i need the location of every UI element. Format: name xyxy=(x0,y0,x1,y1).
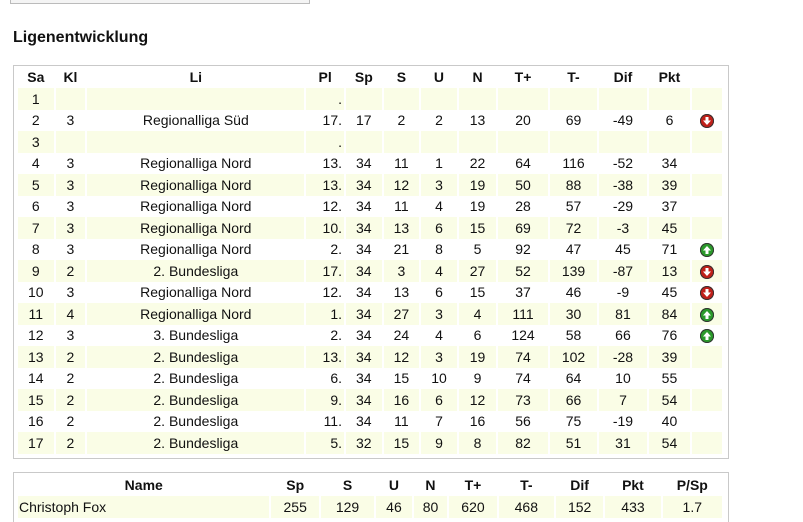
table-row xyxy=(18,88,722,110)
cell-wins: 13 xyxy=(393,284,410,301)
cell-draws: 6 xyxy=(421,217,457,239)
cell-goals-against: 116 xyxy=(562,155,585,172)
player-header-dif: Dif xyxy=(570,477,589,493)
cell-draws: 4 xyxy=(435,198,443,215)
cell-goals-against: 30 xyxy=(550,303,597,325)
cell-goals-against: 51 xyxy=(550,432,597,454)
player-header-row xyxy=(18,474,722,496)
player-tplus: 620 xyxy=(449,496,496,518)
cell-goals-against: 75 xyxy=(565,413,582,430)
cell-place: 17. xyxy=(306,260,344,282)
cell-trend xyxy=(692,260,722,282)
cell-class: 3 xyxy=(66,327,75,344)
cell-games: 34 xyxy=(356,155,372,172)
cell-draws: 8 xyxy=(435,241,443,258)
header-tplus: T+ xyxy=(514,69,532,85)
cell-goals-against xyxy=(550,131,597,153)
cell-goals-for: 28 xyxy=(515,198,531,215)
cell-points: 71 xyxy=(661,241,678,258)
cell-goals-for: 50 xyxy=(498,174,547,196)
cell-draws: 3 xyxy=(421,174,457,196)
cell-class: 3 xyxy=(66,112,75,129)
cell-season: 1 xyxy=(18,88,54,110)
player-header-psp: P/Sp xyxy=(676,477,708,493)
arrow-down-icon xyxy=(700,286,714,300)
cell-goals-for xyxy=(498,88,547,110)
cell-league: Regionalliga Nord xyxy=(87,303,304,325)
header-dif: Dif xyxy=(613,69,633,85)
cell-goals-against: 57 xyxy=(565,198,582,215)
player-dif: 152 xyxy=(556,496,603,518)
cell-place: . xyxy=(306,88,344,110)
table-row xyxy=(18,303,722,325)
cell-season: 12 xyxy=(28,327,44,344)
cell-trend xyxy=(692,217,722,239)
arrow-up-icon xyxy=(700,329,714,343)
cell-goal-diff: 31 xyxy=(599,432,646,454)
cell-league: 3. Bundesliga xyxy=(153,327,239,344)
cell-points: 76 xyxy=(661,327,678,344)
header-pkt: Pkt xyxy=(658,69,681,85)
league-history-table xyxy=(16,66,724,454)
table-row xyxy=(18,217,722,239)
player-header-n: N xyxy=(425,477,436,493)
cell-goals-for: 111 xyxy=(498,303,547,325)
cell-season: 14 xyxy=(28,370,44,387)
cell-losses xyxy=(459,131,497,153)
cell-points: 84 xyxy=(649,303,691,325)
cell-goal-diff: -38 xyxy=(599,174,646,196)
cell-place: 17. xyxy=(322,112,342,129)
cell-draws: 1 xyxy=(435,155,443,172)
cell-place: 2. xyxy=(330,241,342,258)
cell-draws: 4 xyxy=(421,260,457,282)
cell-losses: 27 xyxy=(459,260,497,282)
cell-league: 2. Bundesliga xyxy=(153,370,239,387)
cell-class xyxy=(56,131,86,153)
cell-points: 39 xyxy=(649,346,691,368)
cell-league xyxy=(87,88,304,110)
cell-class: 3 xyxy=(56,174,86,196)
cell-points: 39 xyxy=(649,174,691,196)
player-summary-panel xyxy=(13,472,729,522)
league-history-body xyxy=(18,88,722,454)
cell-goals-against: 58 xyxy=(565,327,582,344)
cell-trend xyxy=(692,303,722,325)
cell-season: 16 xyxy=(28,413,44,430)
arrow-down-icon xyxy=(700,114,714,128)
player-s: 129 xyxy=(321,496,374,518)
cell-draws: 3 xyxy=(421,346,457,368)
cell-season: 17 xyxy=(18,432,54,454)
cell-losses: 12 xyxy=(459,389,497,411)
table-row xyxy=(18,239,722,261)
player-header-pkt: Pkt xyxy=(622,477,644,493)
cell-class: 2 xyxy=(56,432,86,454)
cell-losses: 6 xyxy=(473,327,482,344)
table-row xyxy=(18,196,722,218)
cell-draws: 2 xyxy=(435,112,443,129)
cell-class: 2 xyxy=(66,413,75,430)
cell-points: 45 xyxy=(649,217,691,239)
cell-games: 34 xyxy=(356,198,372,215)
cell-league: Regionalliga Nord xyxy=(140,155,252,172)
cell-season: 15 xyxy=(18,389,54,411)
cell-points: 6 xyxy=(665,112,674,129)
cell-games: 34 xyxy=(356,327,372,344)
header-kl: Kl xyxy=(63,69,78,85)
cell-goals-for: 64 xyxy=(515,155,531,172)
cell-place: 11. xyxy=(323,413,342,430)
cell-place: 10. xyxy=(306,217,344,239)
cell-points xyxy=(649,131,691,153)
header-trend xyxy=(692,66,722,88)
cell-wins: 12 xyxy=(384,346,420,368)
cell-goal-diff: 10 xyxy=(615,370,631,387)
cell-goals-against: 47 xyxy=(565,241,582,258)
cell-goal-diff: -28 xyxy=(599,346,646,368)
cell-season: 11 xyxy=(18,303,54,325)
header-s: S xyxy=(396,69,407,85)
cell-games: 34 xyxy=(346,260,382,282)
player-n: 80 xyxy=(414,496,448,518)
cell-points: 55 xyxy=(661,370,678,387)
cell-losses: 19 xyxy=(469,198,486,215)
cell-league: Regionalliga Nord xyxy=(140,198,252,215)
player-row xyxy=(18,496,722,518)
table-row xyxy=(18,174,722,196)
cell-season: 8 xyxy=(31,241,40,258)
cell-games: 34 xyxy=(346,303,382,325)
cell-trend xyxy=(692,88,722,110)
cell-class: 2 xyxy=(66,370,75,387)
table-row xyxy=(18,346,722,368)
cell-points: 54 xyxy=(649,432,691,454)
cell-points: 45 xyxy=(661,284,678,301)
cell-place: 2. xyxy=(330,327,342,344)
cell-season: 5 xyxy=(18,174,54,196)
cell-goals-against: 64 xyxy=(565,370,582,387)
cell-goals-for: 82 xyxy=(498,432,547,454)
cell-goals-against: 72 xyxy=(550,217,597,239)
cell-goal-diff xyxy=(599,131,646,153)
cell-games: 34 xyxy=(346,217,382,239)
cell-games: 34 xyxy=(346,346,382,368)
cell-class: 2 xyxy=(56,346,86,368)
cell-goals-for: 92 xyxy=(515,241,531,258)
cell-losses: 16 xyxy=(469,413,486,430)
player-tminus: 468 xyxy=(499,496,554,518)
table-row xyxy=(18,153,722,175)
cell-trend xyxy=(692,411,722,433)
cell-goals-against: 66 xyxy=(550,389,597,411)
cell-goals-for: 74 xyxy=(498,346,547,368)
cell-class: 3 xyxy=(66,241,75,258)
header-n: N xyxy=(472,69,483,85)
cell-class: 2 xyxy=(56,389,86,411)
cell-trend xyxy=(692,174,722,196)
cell-games: 34 xyxy=(356,241,372,258)
cell-losses xyxy=(459,88,497,110)
cell-season: 13 xyxy=(18,346,54,368)
cell-season: 3 xyxy=(18,131,54,153)
cell-place: 6. xyxy=(330,370,342,387)
cell-games: 34 xyxy=(356,413,372,430)
cell-league: 2. Bundesliga xyxy=(87,346,304,368)
arrow-down-icon xyxy=(700,265,714,279)
cell-trend xyxy=(692,432,722,454)
cell-goal-diff: -52 xyxy=(612,155,634,172)
table-row xyxy=(18,325,722,347)
cell-goal-diff: 66 xyxy=(615,327,631,344)
player-sp: 255 xyxy=(271,496,318,518)
cell-draws xyxy=(421,131,457,153)
table-row xyxy=(18,110,722,132)
cell-draws: 4 xyxy=(435,327,443,344)
cell-trend xyxy=(692,110,722,132)
cell-goals-for: 56 xyxy=(515,413,531,430)
cell-league: 2. Bundesliga xyxy=(87,432,304,454)
cell-points xyxy=(649,88,691,110)
cell-trend xyxy=(692,131,722,153)
cell-place: 13. xyxy=(322,155,342,172)
cell-place: . xyxy=(306,131,344,153)
cell-games xyxy=(346,88,382,110)
cell-games: 34 xyxy=(346,389,382,411)
cell-goals-against xyxy=(550,88,597,110)
previous-section-edge xyxy=(10,0,310,4)
cell-goals-against: 69 xyxy=(565,112,582,129)
cell-points: 40 xyxy=(661,413,678,430)
cell-league: 2. Bundesliga xyxy=(87,389,304,411)
cell-points: 54 xyxy=(649,389,691,411)
player-header-tplus: T+ xyxy=(464,477,482,493)
cell-class: 2 xyxy=(56,260,86,282)
cell-games: 34 xyxy=(346,174,382,196)
league-history-panel xyxy=(13,65,729,459)
cell-place: 1. xyxy=(306,303,344,325)
table-row xyxy=(18,131,722,153)
cell-draws xyxy=(421,88,457,110)
cell-losses: 15 xyxy=(469,284,486,301)
cell-league: Regionalliga Nord xyxy=(140,284,252,301)
cell-class: 4 xyxy=(56,303,86,325)
cell-class: 3 xyxy=(66,198,75,215)
cell-season: 9 xyxy=(18,260,54,282)
cell-draws: 9 xyxy=(421,432,457,454)
cell-place: 13. xyxy=(306,346,344,368)
cell-goals-for: 73 xyxy=(498,389,547,411)
cell-losses: 22 xyxy=(469,155,486,172)
cell-trend xyxy=(692,196,722,218)
header-u: U xyxy=(433,69,445,85)
cell-goals-against: 139 xyxy=(550,260,597,282)
cell-wins: 24 xyxy=(393,327,410,344)
arrow-up-icon xyxy=(700,308,714,322)
cell-place: 13. xyxy=(306,174,344,196)
cell-goals-for: 52 xyxy=(498,260,547,282)
cell-season: 6 xyxy=(31,198,40,215)
cell-wins: 2 xyxy=(397,112,406,129)
cell-season: 4 xyxy=(31,155,40,172)
table-row xyxy=(18,368,722,390)
cell-trend xyxy=(692,282,722,304)
cell-points: 34 xyxy=(661,155,678,172)
cell-wins: 13 xyxy=(384,217,420,239)
cell-league: Regionalliga Nord xyxy=(87,217,304,239)
cell-goal-diff: -87 xyxy=(599,260,646,282)
cell-losses: 19 xyxy=(459,174,497,196)
cell-goals-against: 88 xyxy=(550,174,597,196)
cell-games: 34 xyxy=(356,284,372,301)
cell-trend xyxy=(692,153,722,175)
player-header-s: S xyxy=(342,477,353,493)
player-summary-table xyxy=(16,474,724,518)
cell-place: 5. xyxy=(306,432,344,454)
player-u: 46 xyxy=(376,496,412,518)
cell-games xyxy=(346,131,382,153)
cell-goal-diff: -9 xyxy=(616,284,630,301)
header-tminus: T- xyxy=(567,69,580,85)
cell-losses: 13 xyxy=(469,112,486,129)
cell-goals-against: 102 xyxy=(550,346,597,368)
cell-place: 12. xyxy=(322,198,342,215)
cell-goal-diff: 81 xyxy=(599,303,646,325)
cell-place: 12. xyxy=(322,284,342,301)
cell-goal-diff: 45 xyxy=(615,241,631,258)
cell-goal-diff: -29 xyxy=(612,198,634,215)
cell-games: 34 xyxy=(356,370,372,387)
header-sp: Sp xyxy=(354,69,373,85)
cell-goals-against: 46 xyxy=(565,284,582,301)
cell-goal-diff: -19 xyxy=(612,413,634,430)
cell-place: 9. xyxy=(306,389,344,411)
cell-wins xyxy=(384,88,420,110)
player-header-tminus: T- xyxy=(520,477,533,493)
cell-wins: 3 xyxy=(384,260,420,282)
cell-wins: 15 xyxy=(384,432,420,454)
cell-draws: 6 xyxy=(421,389,457,411)
cell-season: 2 xyxy=(31,112,40,129)
cell-losses: 9 xyxy=(473,370,482,387)
cell-goal-diff: 7 xyxy=(599,389,646,411)
section-title: Ligenentwicklung xyxy=(13,29,149,46)
player-header-u: U xyxy=(388,477,399,493)
cell-goal-diff: -3 xyxy=(599,217,646,239)
table-row xyxy=(18,389,722,411)
table-row xyxy=(18,260,722,282)
cell-trend xyxy=(692,368,722,390)
cell-wins xyxy=(384,131,420,153)
cell-trend xyxy=(692,389,722,411)
header-pl: Pl xyxy=(318,69,332,85)
cell-class: 3 xyxy=(66,284,75,301)
table-row xyxy=(18,282,722,304)
cell-goals-for: 20 xyxy=(515,112,531,129)
cell-season: 7 xyxy=(18,217,54,239)
cell-draws: 10 xyxy=(431,370,447,387)
cell-draws: 3 xyxy=(421,303,457,325)
cell-league: 2. Bundesliga xyxy=(87,260,304,282)
player-psp: 1.7 xyxy=(663,496,722,518)
player-header-sp: Sp xyxy=(286,477,305,493)
cell-points: 13 xyxy=(649,260,691,282)
table-row xyxy=(18,411,722,433)
cell-wins: 16 xyxy=(384,389,420,411)
cell-losses: 19 xyxy=(459,346,497,368)
player-name: Christoph Fox xyxy=(18,496,269,518)
header-li: Li xyxy=(189,69,203,85)
cell-wins: 11 xyxy=(394,198,409,215)
cell-season: 10 xyxy=(28,284,44,301)
cell-goals-for: 124 xyxy=(511,327,535,344)
cell-wins: 15 xyxy=(393,370,410,387)
cell-trend xyxy=(692,239,722,261)
cell-losses: 15 xyxy=(459,217,497,239)
cell-league: 2. Bundesliga xyxy=(153,413,239,430)
cell-wins: 21 xyxy=(393,241,410,258)
cell-games: 17 xyxy=(356,112,372,129)
cell-wins: 12 xyxy=(384,174,420,196)
cell-goals-for: 74 xyxy=(515,370,531,387)
cell-league: Regionalliga Nord xyxy=(87,174,304,196)
cell-losses: 5 xyxy=(473,241,482,258)
cell-class: 3 xyxy=(56,217,86,239)
cell-goals-for: 37 xyxy=(515,284,531,301)
table-header-row xyxy=(18,66,722,88)
cell-wins: 27 xyxy=(384,303,420,325)
cell-goal-diff xyxy=(599,88,646,110)
cell-league: Regionalliga Nord xyxy=(140,241,252,258)
cell-trend xyxy=(692,346,722,368)
cell-points: 37 xyxy=(661,198,678,215)
header-sa: Sa xyxy=(27,69,45,85)
player-pkt: 433 xyxy=(605,496,660,518)
player-header-name: Name xyxy=(124,477,163,493)
arrow-up-icon xyxy=(700,243,714,257)
cell-league: Regionalliga Süd xyxy=(142,112,249,129)
cell-wins: 11 xyxy=(394,413,409,430)
cell-goals-for xyxy=(498,131,547,153)
cell-draws: 6 xyxy=(435,284,443,301)
cell-losses: 4 xyxy=(459,303,497,325)
cell-goals-for: 69 xyxy=(498,217,547,239)
cell-class xyxy=(56,88,86,110)
cell-games: 32 xyxy=(346,432,382,454)
cell-league xyxy=(87,131,304,153)
cell-goal-diff: -49 xyxy=(612,112,634,129)
table-row xyxy=(18,432,722,454)
cell-wins: 11 xyxy=(394,155,409,172)
cell-losses: 8 xyxy=(459,432,497,454)
cell-draws: 7 xyxy=(435,413,443,430)
cell-trend xyxy=(692,325,722,347)
cell-class: 3 xyxy=(66,155,75,172)
